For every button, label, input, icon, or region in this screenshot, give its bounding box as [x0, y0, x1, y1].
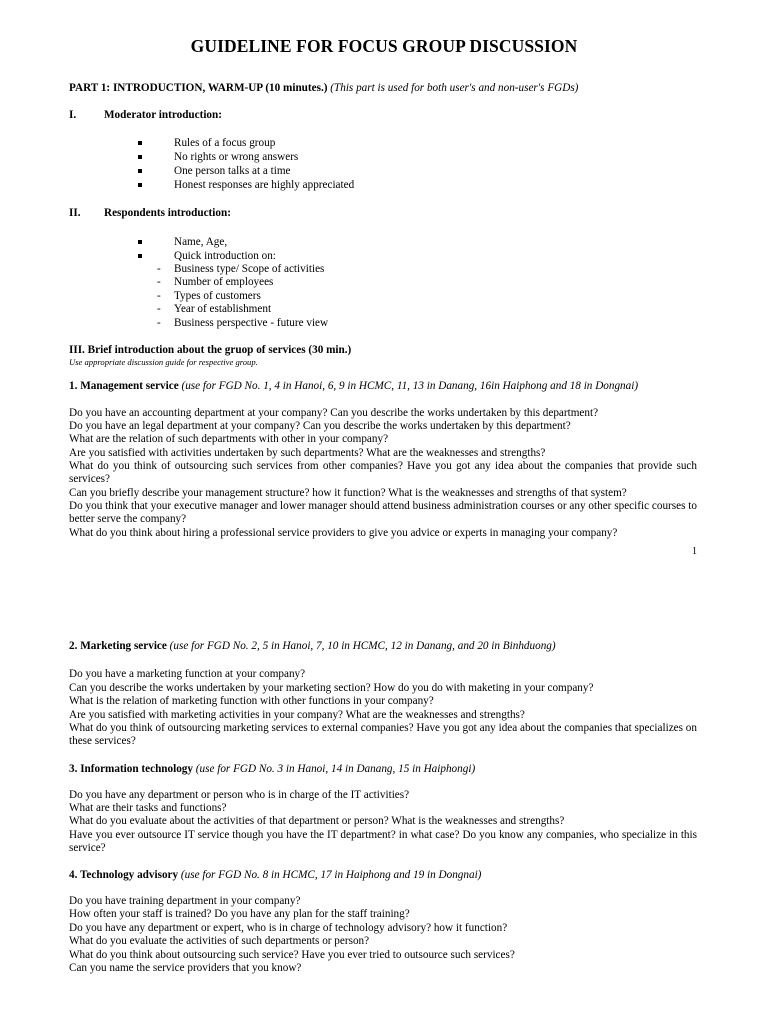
part1-heading-line	[69, 82, 578, 95]
page-number: 1	[692, 546, 697, 557]
question-line: Are you satisfied with activities undertaken by such departments? What are the weaknesses and strengths?	[69, 447, 546, 459]
bullet-icon	[138, 183, 142, 187]
dash-marker: -	[157, 276, 161, 288]
subsection-heading-line	[69, 380, 638, 393]
question-line: How often your staff is trained? Do you have any plan for the staff training?	[69, 908, 410, 920]
question-line: What do you think about hiring a professional service providers to give you advice or experts in managing your company?	[69, 527, 618, 539]
question-line: What do you think about outsourcing such service? Have you ever tried to outsource such services?	[69, 949, 515, 961]
subsection-heading: 3. Information technology	[69, 763, 193, 775]
bullet-icon	[138, 240, 142, 244]
dash-marker: -	[157, 290, 161, 302]
section-heading: Respondents introduction:	[104, 207, 231, 219]
dash-marker: -	[157, 263, 161, 275]
bullet-item: Rules of a focus group	[174, 137, 276, 149]
bullet-item: Name, Age,	[174, 236, 228, 248]
subsection-note: (use for FGD No. 2, 5 in Hanoi, 7, 10 in HCMC, 12 in Danang, and 20 in Binhduong)	[169, 640, 556, 652]
subsection-heading: 4. Technology advisory	[69, 869, 179, 881]
dash-marker: -	[157, 317, 161, 329]
dash-item: Year of establishment	[174, 303, 272, 315]
question-line: What is the relation of marketing function with other functions in your company?	[69, 695, 434, 707]
section-number: II.	[69, 207, 81, 219]
dash-item: Types of customers	[174, 290, 261, 302]
question-line: Can you describe the works undertaken by your marketing section? How do you do with maketing in your company?	[69, 682, 594, 694]
question-line: Are you satisfied with marketing activities in your company? What are the weaknesses and strengths?	[69, 709, 525, 721]
bullet-item: One person talks at a time	[174, 165, 291, 177]
question-line: What do you evaluate about the activities of that department or person? What is the weaknesses and strengths?	[69, 815, 565, 827]
bullet-item: No rights or wrong answers	[174, 151, 299, 163]
bullet-icon	[138, 169, 142, 173]
question-line: Do you have any department or person who is in charge of the IT activities?	[69, 789, 410, 801]
subsection-note: (use for FGD No. 3 in Hanoi, 14 in Danang, 15 in Haiphongi)	[195, 763, 476, 775]
question-line: Do you have any department or expert, who is in charge of technology advisory? how it function?	[69, 922, 508, 934]
subsection-heading-line	[69, 869, 481, 882]
part1-heading: PART 1: INTRODUCTION, WARM-UP (10 minutes.)	[69, 82, 328, 94]
question-line: Do you think that your executive manager and lower manager should attend business administration courses or any other specific courses to better serve the company?	[69, 500, 697, 525]
dash-item: Number of employees	[174, 276, 274, 288]
section-note: Use appropriate discussion guide for respective group.	[69, 357, 258, 367]
part1-note: (This part is used for both user's and non-user's FGDs)	[330, 82, 579, 94]
question-line: Can you name the service providers that you know?	[69, 962, 302, 974]
subsection-heading: 1. Management service	[69, 380, 179, 392]
subsection-heading-line	[69, 763, 475, 776]
question-line: What do you think of outsourcing marketing services to external companies? Have you got any idea about the companies that specializes on these services?	[69, 722, 697, 747]
dash-marker: -	[157, 303, 161, 315]
page-title: GUIDELINE FOR FOCUS GROUP DISCUSSION	[190, 36, 578, 56]
question-line: Do you have a marketing function at your company?	[69, 668, 306, 680]
dash-item: Business type/ Scope of activities	[174, 263, 325, 275]
bullet-item: Honest responses are highly appreciated	[174, 179, 355, 191]
dash-item: Business perspective - future view	[174, 317, 329, 329]
section-heading: Moderator introduction:	[104, 109, 222, 121]
subsection-heading-line	[69, 640, 556, 653]
question-line: What do you evaluate the activities of such departments or person?	[69, 935, 370, 947]
subsection-heading: 2. Marketing service	[69, 640, 167, 652]
subsection-note: (use for FGD No. 8 in HCMC, 17 in Haiphong and 19 in Dongnai)	[180, 869, 482, 881]
bullet-icon	[138, 254, 142, 258]
bullet-icon	[138, 141, 142, 145]
bullet-icon	[138, 155, 142, 159]
bullet-item: Quick introduction on:	[174, 250, 276, 262]
section-number: I.	[69, 109, 77, 121]
question-line: Do you have an accounting department at your company? Can you describe the works undertaken by this department?	[69, 407, 599, 419]
question-line: What do you think of outsourcing such services from other companies? Have you got any idea about the companies that provide such services?	[69, 460, 697, 485]
question-line: Have you ever outsource IT service though you have the IT department? in what case? Do you know any companies, who specialize in this service?	[69, 829, 697, 854]
section-heading: III. Brief introduction about the gruop of services (30 min.)	[69, 344, 352, 356]
subsection-note: (use for FGD No. 1, 4 in Hanoi, 6, 9 in HCMC, 11, 13 in Danang, 16in Haiphong and 18 in Dongnai)	[181, 380, 639, 392]
question-line: What are their tasks and functions?	[69, 802, 227, 814]
question-line: What are the relation of such departments with other in your company?	[69, 433, 389, 445]
question-line: Do you have training department in your company?	[69, 895, 301, 907]
question-line: Do you have an legal department at your company? Can you describe the works undertaken by this department?	[69, 420, 571, 432]
question-line: Can you briefly describe your management structure? how it function? What is the weaknesses and strengths of that system?	[69, 487, 627, 499]
